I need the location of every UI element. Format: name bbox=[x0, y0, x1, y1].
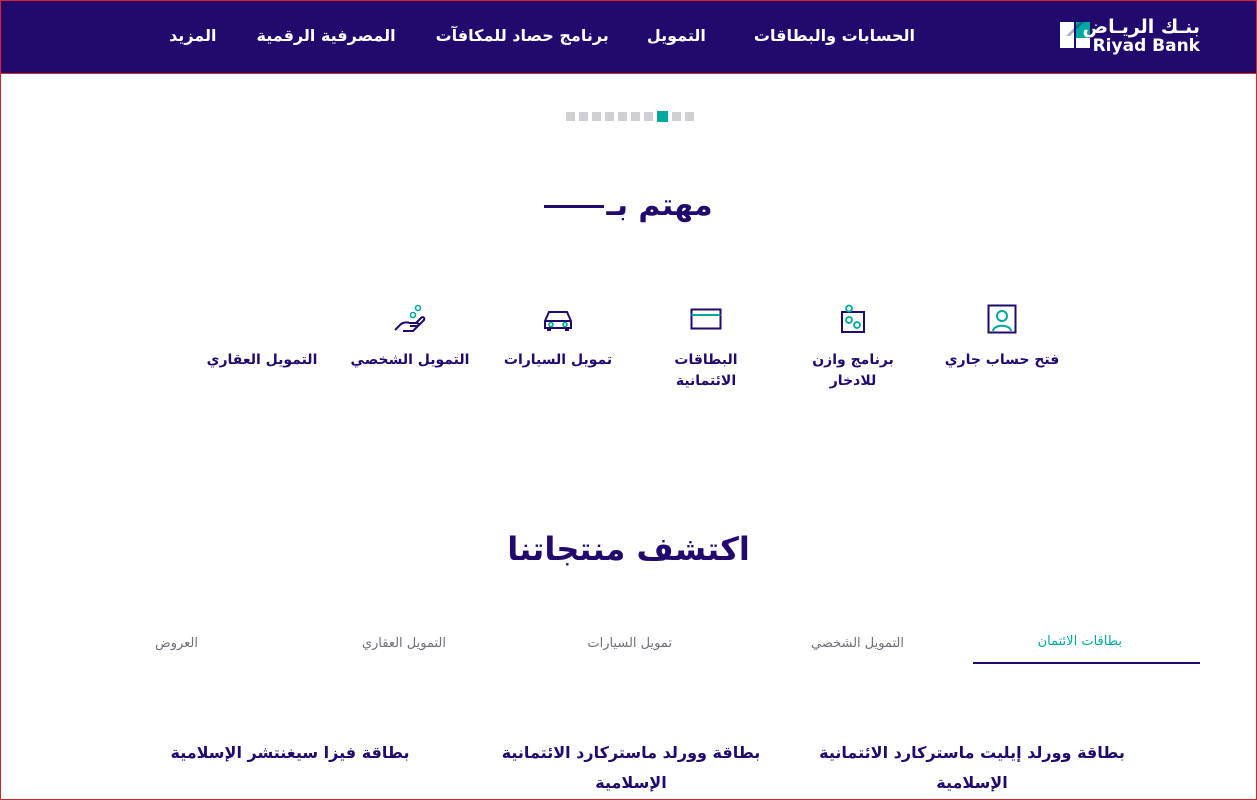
hand-coins-icon bbox=[393, 304, 427, 334]
carousel-dots bbox=[566, 112, 694, 122]
tab-personal-financing[interactable]: التمويل الشخصي bbox=[811, 636, 904, 651]
nav-item-accounts-cards[interactable]: الحسابات والبطاقات bbox=[753, 26, 915, 45]
interest-item-label: التمويل العقاري bbox=[206, 352, 318, 368]
carousel-dot[interactable] bbox=[566, 112, 575, 121]
tab-offers[interactable]: العروض bbox=[154, 636, 198, 651]
interest-item-label: برنامج وازن للادخار bbox=[812, 352, 894, 389]
nav-item-digital-banking[interactable]: المصرفية الرقمية bbox=[256, 26, 396, 45]
carousel-dot[interactable] bbox=[605, 112, 614, 121]
nav-item-more[interactable]: المزيد bbox=[169, 26, 217, 45]
top-header bbox=[0, 0, 1257, 74]
product-world-mastercard[interactable]: بطاقة وورلد ماستركارد الائتمانية الإسلامية bbox=[501, 743, 761, 792]
product-tabs bbox=[57, 626, 1200, 664]
title-underline bbox=[544, 205, 604, 208]
carousel-dot[interactable] bbox=[618, 112, 627, 121]
carousel-dot[interactable] bbox=[644, 112, 653, 121]
discover-section-title: اكتشف منتجاتنا bbox=[507, 530, 750, 568]
interest-item-auto-financing[interactable] bbox=[478, 304, 638, 371]
interest-item-personal-financing[interactable] bbox=[330, 304, 490, 371]
active-tab-indicator bbox=[973, 662, 1200, 664]
nav-item-hassad-rewards[interactable]: برنامج حصاد للمكافآت bbox=[435, 26, 609, 45]
tab-home-financing[interactable]: التمويل العقاري bbox=[361, 636, 446, 651]
house-icon bbox=[182, 304, 342, 334]
coins-box-icon bbox=[838, 304, 868, 334]
nav-item-financing[interactable]: التمويل bbox=[646, 26, 706, 45]
interest-item-home-financing[interactable] bbox=[182, 304, 342, 371]
car-icon bbox=[542, 304, 574, 334]
interest-item-label: التمويل الشخصي bbox=[350, 352, 470, 368]
tab-auto-financing[interactable]: تمويل السيارات bbox=[587, 636, 672, 651]
logo-text-en: Riyad Bank bbox=[1092, 36, 1200, 56]
interest-item-label: تمويل السيارات bbox=[503, 352, 613, 368]
carousel-dot[interactable] bbox=[592, 112, 601, 121]
carousel-dot[interactable] bbox=[685, 112, 694, 121]
interest-item-current-account[interactable] bbox=[922, 304, 1082, 371]
user-portrait-icon bbox=[987, 304, 1017, 334]
interest-item-label: البطاقات الائتمانية bbox=[674, 352, 738, 389]
credit-card-icon bbox=[690, 304, 722, 334]
interest-title-text: مهتم بـ bbox=[606, 188, 713, 223]
interest-item-label: فتح حساب جاري bbox=[944, 352, 1060, 368]
carousel-dot[interactable] bbox=[672, 112, 681, 121]
main-nav bbox=[169, 26, 915, 45]
riyad-bank-logo[interactable] bbox=[1058, 16, 1200, 56]
carousel-dot[interactable] bbox=[631, 112, 640, 121]
product-visa-signature[interactable]: بطاقة فيزا سيغنتشر الإسلامية bbox=[170, 743, 410, 762]
tab-credit-cards[interactable]: بطاقات الائتمان bbox=[1037, 634, 1122, 649]
interest-item-wazen-savings[interactable] bbox=[773, 304, 933, 392]
carousel-dot-active[interactable] bbox=[657, 111, 668, 122]
logo-text-ar: بنـك الريـاض bbox=[1082, 16, 1200, 38]
product-world-elite-mastercard[interactable]: بطاقة وورلد إيليت ماستركارد الائتمانية الإسلامية bbox=[819, 743, 1125, 792]
carousel-dot[interactable] bbox=[579, 112, 588, 121]
interest-item-credit-cards[interactable] bbox=[626, 304, 786, 392]
interest-section-title bbox=[0, 188, 1257, 223]
